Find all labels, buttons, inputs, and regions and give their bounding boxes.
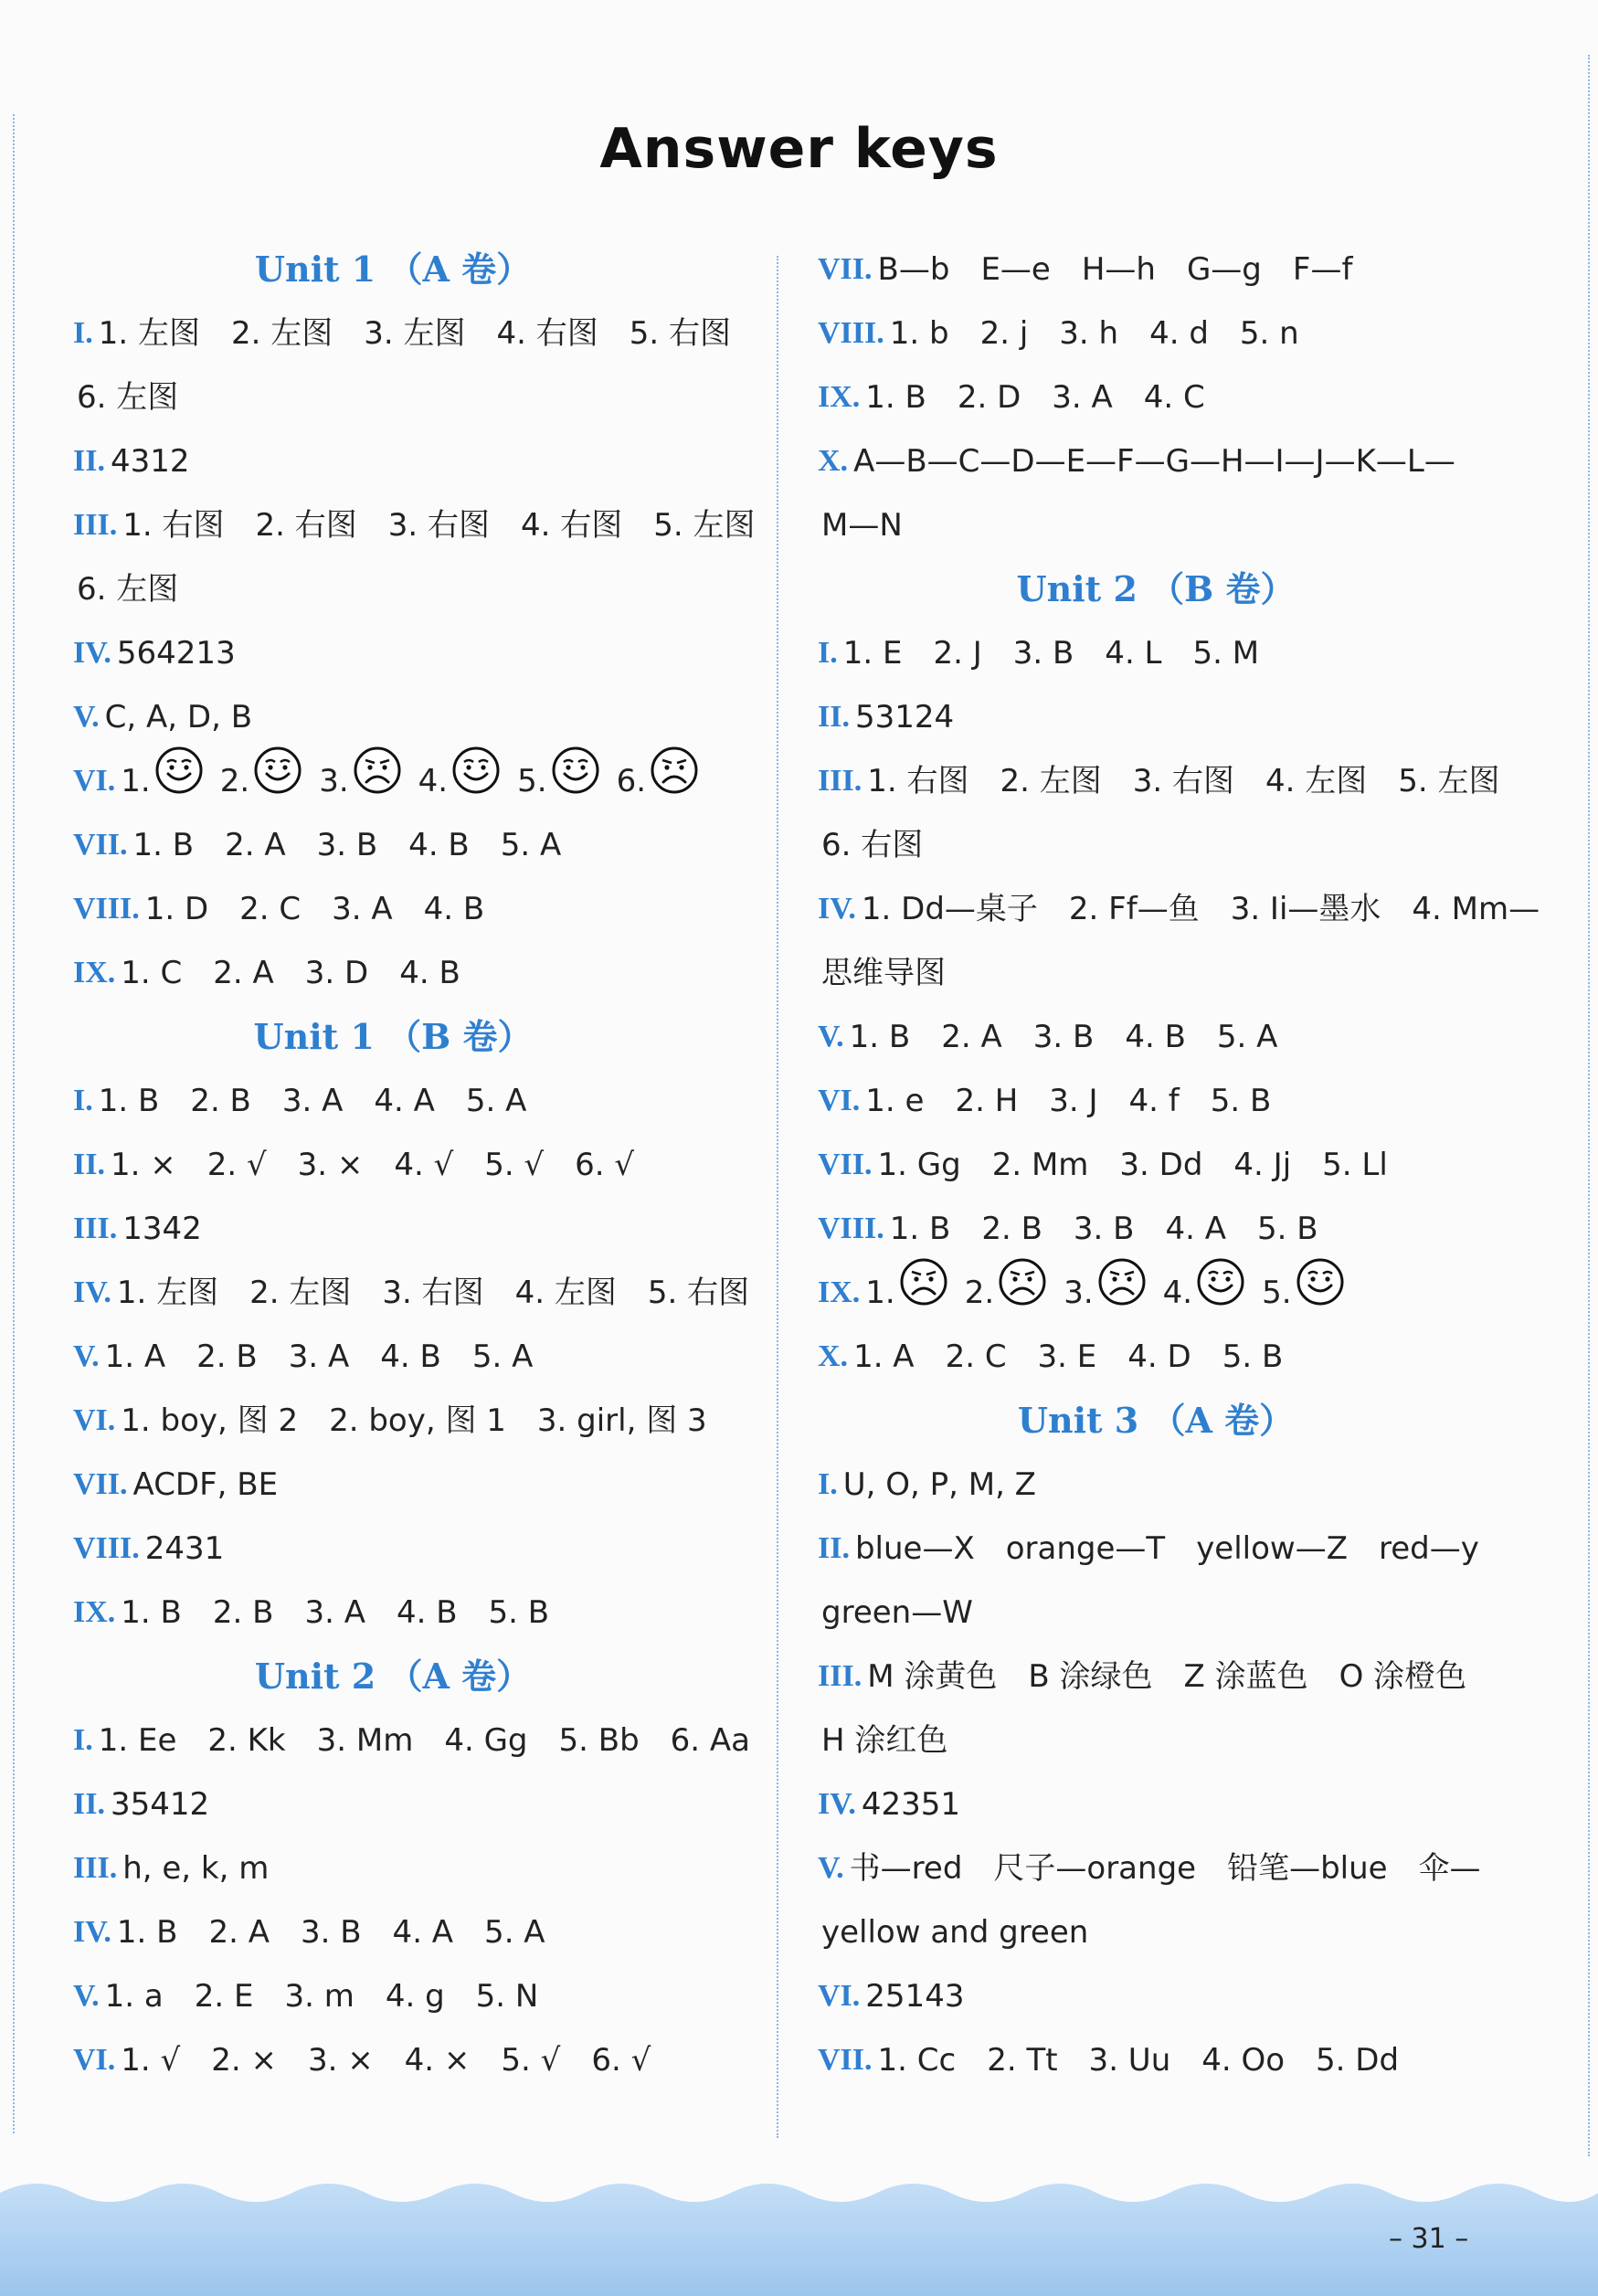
- answer-row: [73, 2028, 749, 2092]
- answer-row: [818, 2028, 1530, 2092]
- unit-heading: Unit 2 （B 卷）: [1016, 568, 1296, 609]
- answer-row: [73, 1836, 749, 1900]
- question-number: IV.: [818, 892, 856, 926]
- answer-continuation: [818, 813, 1530, 877]
- smiley-face-icon: [451, 746, 501, 817]
- face-answer-number: 2.: [964, 1275, 995, 1311]
- answer-row: [73, 1900, 749, 1964]
- question-number: V.: [73, 1339, 100, 1373]
- answer-row: [73, 493, 756, 557]
- question-number: VIII.: [818, 1211, 884, 1245]
- answer-text: 思维导图: [821, 955, 946, 991]
- question-number: VI.: [73, 1403, 116, 1437]
- answer-row: [818, 1069, 1530, 1133]
- answer-continuation: [818, 1581, 1530, 1645]
- question-number: IX.: [73, 1595, 116, 1629]
- answer-text: 564213: [116, 635, 236, 672]
- answer-row: [73, 685, 749, 749]
- question-number: I.: [73, 1723, 93, 1757]
- unit-heading: Unit 1 （A 卷）: [254, 249, 532, 290]
- footer-wave-decoration: [0, 2165, 1598, 2296]
- face-answer-number: 5.: [517, 763, 547, 799]
- answer-text: 1. Ee 2. Kk 3. Mm 4. Gg 5. Bb 6. Aa: [98, 1722, 750, 1759]
- answer-row: [73, 877, 749, 941]
- answer-continuation: [818, 493, 1530, 557]
- column-divider: [777, 256, 778, 2138]
- answer-text: 1. C 2. A 3. D 4. B: [121, 955, 460, 991]
- answer-text: 1. Dd—桌子 2. Ff—鱼 3. Ii—墨水 4. Mm—: [861, 891, 1540, 927]
- answer-row: [818, 1133, 1530, 1197]
- answer-text: 2431: [144, 1530, 225, 1567]
- answer-text: ACDF, BE: [132, 1466, 279, 1503]
- left-column: [73, 238, 756, 2092]
- answer-text: yellow and green: [821, 1914, 1089, 1951]
- answer-text: H 涂红色: [821, 1722, 948, 1759]
- answer-row: [73, 1069, 749, 1133]
- answer-row: [73, 1453, 749, 1517]
- question-number: IV.: [73, 1915, 111, 1949]
- answer-row: [73, 1133, 749, 1197]
- question-number: I.: [818, 1467, 838, 1501]
- sad-face-icon: [899, 1257, 948, 1328]
- answer-text: 1. b 2. j 3. h 4. d 5. n: [889, 315, 1299, 352]
- answer-text: U, O, P, M, Z: [842, 1466, 1036, 1503]
- question-number: VIII.: [73, 1531, 140, 1565]
- smiley-face-icon: [154, 746, 204, 817]
- answer-text: 25143: [865, 1978, 965, 2015]
- answer-text: 6. 左图: [77, 571, 179, 608]
- smiley-face-icon: [1296, 1257, 1345, 1328]
- question-number: IV.: [73, 1275, 111, 1309]
- answer-row: [73, 1772, 749, 1836]
- face-answer: [418, 746, 501, 817]
- answer-text: blue—X orange—T yellow—Z red—y: [854, 1530, 1479, 1567]
- face-answer: [1064, 1257, 1146, 1328]
- question-number: VIII.: [818, 316, 884, 350]
- question-number: V.: [73, 700, 100, 734]
- question-number: V.: [818, 1851, 844, 1885]
- answer-text: B—b E—e H—h G—g F—f: [877, 251, 1353, 288]
- face-answer-number: 6.: [616, 763, 647, 799]
- answer-row: [818, 302, 1530, 365]
- face-answers: [121, 746, 715, 817]
- answer-row: [818, 749, 1530, 813]
- answer-row: [818, 1772, 1530, 1836]
- question-number: II.: [73, 1787, 105, 1821]
- answer-text: 35412: [110, 1786, 210, 1823]
- face-answer: [1163, 1257, 1245, 1328]
- question-number: VIII.: [73, 892, 140, 926]
- answer-text: 1. 右图 2. 左图 3. 右图 4. 左图 5. 左图: [867, 763, 1500, 799]
- face-answer: [220, 746, 302, 817]
- question-number: VII.: [818, 1148, 873, 1181]
- face-answer-number: 1.: [865, 1275, 895, 1311]
- question-number: VI.: [73, 2043, 116, 2077]
- answer-continuation: [818, 1709, 1530, 1772]
- face-answer: [121, 746, 203, 817]
- question-number: IX.: [73, 956, 116, 989]
- answer-text: 1. B 2. B 3. A 4. B 5. B: [121, 1594, 550, 1631]
- answer-text: 1. 左图 2. 左图 3. 右图 4. 左图 5. 右图: [116, 1275, 750, 1311]
- answer-row: [73, 813, 749, 877]
- sad-face-icon: [1097, 1257, 1147, 1328]
- answer-row: [818, 1453, 1530, 1517]
- answer-text: M 涂黄色 B 涂绿色 Z 涂蓝色 O 涂橙色: [867, 1658, 1467, 1695]
- face-answer: [1262, 1257, 1344, 1328]
- question-number: IX.: [818, 380, 861, 414]
- sad-face-icon: [353, 746, 402, 817]
- question-number: III.: [818, 1659, 862, 1693]
- answer-continuation: [73, 365, 749, 429]
- question-number: IX.: [818, 1275, 861, 1309]
- face-answer-number: 3.: [319, 763, 349, 799]
- face-answers: [865, 1257, 1360, 1328]
- question-number: VI.: [818, 1084, 861, 1117]
- answer-text: 53124: [854, 699, 955, 735]
- answer-row: [818, 877, 1540, 941]
- answer-row: [818, 1836, 1530, 1900]
- question-number: I.: [818, 636, 838, 670]
- answer-row: [818, 621, 1530, 685]
- answer-text: 1. a 2. E 3. m 4. g 5. N: [104, 1978, 539, 2015]
- answer-row: [818, 1517, 1530, 1581]
- answer-row: [818, 1645, 1530, 1709]
- answer-text: A—B—C—D—E—F—G—H—I—J—K—L—: [853, 443, 1455, 480]
- answer-text: 1. √ 2. × 3. × 4. × 5. √ 6. √: [121, 2042, 651, 2079]
- answer-text: 4312: [110, 443, 190, 480]
- question-number: X.: [818, 444, 849, 478]
- question-number: III.: [818, 764, 862, 798]
- sad-face-icon: [650, 746, 699, 817]
- answer-continuation: [73, 557, 749, 621]
- question-number: I.: [73, 1084, 93, 1117]
- answer-text: 1. B 2. A 3. B 4. B 5. A: [849, 1019, 1278, 1055]
- page-number: – 31 –: [1389, 2223, 1469, 2255]
- face-answer-number: 1.: [121, 763, 151, 799]
- answer-row: [73, 302, 749, 365]
- face-answer: [319, 746, 401, 817]
- face-answer-number: 4.: [1162, 1275, 1193, 1311]
- answer-text: 1. 右图 2. 右图 3. 右图 4. 右图 5. 左图: [122, 507, 756, 544]
- answer-row: [73, 1709, 749, 1772]
- answer-row: [818, 685, 1530, 749]
- answer-row: [73, 941, 749, 1005]
- smiley-face-icon: [551, 746, 600, 817]
- left-margin-divider: [13, 114, 15, 2133]
- answer-continuation: [818, 1900, 1530, 1964]
- smiley-face-icon: [1196, 1257, 1245, 1328]
- unit-heading: Unit 3 （A 卷）: [1017, 1400, 1295, 1441]
- face-answer: [965, 1257, 1047, 1328]
- answer-row: [818, 238, 1530, 302]
- answer-row: [818, 1261, 1530, 1325]
- face-answer-number: 4.: [418, 763, 449, 799]
- unit-heading: Unit 2 （A 卷）: [254, 1656, 532, 1697]
- page-title: Answer keys: [599, 117, 999, 181]
- face-answer: [865, 1257, 947, 1328]
- answer-text: 1. Gg 2. Mm 3. Dd 4. Jj 5. Ll: [877, 1147, 1388, 1183]
- question-number: II.: [73, 444, 105, 478]
- question-number: IV.: [73, 636, 111, 670]
- answer-continuation: [818, 941, 1530, 1005]
- answer-text: C, A, D, B: [104, 699, 253, 735]
- answer-text: 1. e 2. H 3. J 4. f 5. B: [865, 1083, 1272, 1119]
- question-number: III.: [73, 508, 118, 542]
- answer-text: 42351: [861, 1786, 961, 1823]
- question-number: III.: [73, 1211, 118, 1245]
- sad-face-icon: [998, 1257, 1047, 1328]
- answer-text: 1. × 2. √ 3. × 4. √ 5. √ 6. √: [110, 1147, 635, 1183]
- answer-row: [818, 1325, 1530, 1389]
- answer-row: [73, 1581, 749, 1645]
- answer-text: 6. 左图: [77, 379, 179, 416]
- answer-row: [73, 429, 749, 493]
- answer-text: 1. B 2. D 3. A 4. C: [865, 379, 1205, 416]
- answer-text: 1. 左图 2. 左图 3. 左图 4. 右图 5. 右图: [98, 315, 731, 352]
- answer-text: 6. 右图: [821, 827, 924, 863]
- smiley-face-icon: [253, 746, 302, 817]
- answer-text: 1. B 2. B 3. B 4. A 5. B: [889, 1211, 1318, 1247]
- question-number: VII.: [818, 252, 873, 286]
- answer-text: 书—red 尺子—orange 铅笔—blue 伞—: [849, 1850, 1481, 1887]
- face-answer-number: 2.: [219, 763, 250, 799]
- answer-text: 1. A 2. C 3. E 4. D 5. B: [853, 1338, 1284, 1375]
- question-number: VII.: [73, 828, 128, 862]
- answer-row: [73, 1261, 749, 1325]
- answer-row: [73, 1389, 749, 1453]
- face-answer-number: 3.: [1064, 1275, 1094, 1311]
- answer-text: 1. D 2. C 3. A 4. B: [144, 891, 485, 927]
- answer-row: [818, 1964, 1530, 2028]
- answer-row: [73, 621, 749, 685]
- question-number: V.: [73, 1979, 100, 2013]
- face-answer: [517, 746, 599, 817]
- face-answer: [617, 746, 699, 817]
- question-number: X.: [818, 1339, 849, 1373]
- question-number: VI.: [818, 1979, 861, 2013]
- answer-text: green—W: [821, 1594, 973, 1631]
- face-answer-number: 5.: [1262, 1275, 1292, 1311]
- answer-row: [73, 749, 749, 813]
- answer-text: 1. E 2. J 3. B 4. L 5. M: [842, 635, 1260, 672]
- question-number: V.: [818, 1020, 844, 1053]
- answer-row: [818, 429, 1530, 493]
- answer-text: 1. B 2. B 3. A 4. A 5. A: [98, 1083, 527, 1119]
- question-number: VII.: [818, 2043, 873, 2077]
- answer-row: [73, 1197, 749, 1261]
- answer-row: [73, 1517, 749, 1581]
- answer-row: [73, 1325, 749, 1389]
- question-number: II.: [818, 700, 850, 734]
- answer-text: 1. Cc 2. Tt 3. Uu 4. Oo 5. Dd: [877, 2042, 1400, 2079]
- question-number: IV.: [818, 1787, 856, 1821]
- question-number: VII.: [73, 1467, 128, 1501]
- answer-row: [818, 1005, 1530, 1069]
- unit-heading: Unit 1 （B 卷）: [253, 1016, 533, 1057]
- answer-row: [73, 1964, 749, 2028]
- question-number: III.: [73, 1851, 118, 1885]
- question-number: II.: [818, 1531, 850, 1565]
- answer-text: 1. B 2. A 3. B 4. B 5. A: [132, 827, 562, 863]
- answer-text: 1342: [122, 1211, 202, 1247]
- answer-text: 1. boy, 图 2 2. boy, 图 1 3. girl, 图 3: [121, 1402, 707, 1439]
- answer-row: [818, 365, 1530, 429]
- right-column: [818, 238, 1540, 2092]
- answer-text: 1. A 2. B 3. A 4. B 5. A: [104, 1338, 534, 1375]
- answer-text: M—N: [821, 507, 903, 544]
- answer-text: 1. B 2. A 3. B 4. A 5. A: [116, 1914, 545, 1951]
- question-number: VI.: [73, 764, 116, 798]
- answer-text: h, e, k, m: [122, 1850, 270, 1887]
- question-number: II.: [73, 1148, 105, 1181]
- question-number: I.: [73, 316, 93, 350]
- right-margin-divider: [1588, 55, 1590, 2156]
- answer-row: [818, 1197, 1530, 1261]
